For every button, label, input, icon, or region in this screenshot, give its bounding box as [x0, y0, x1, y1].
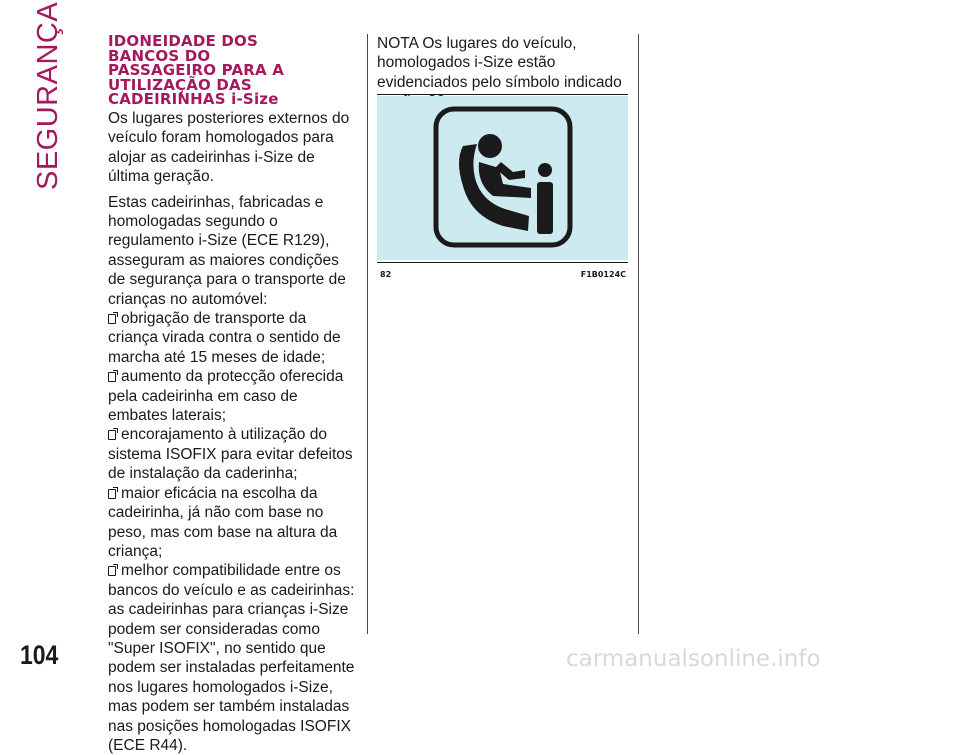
heading-line: UTILIZAÇÃO DAS — [108, 75, 252, 94]
bullet-icon — [108, 566, 116, 576]
list-item: aumento da protecção oferecida pela cadeirinha em caso de embates laterais; — [108, 368, 344, 425]
watermark: carmanualsonline.info — [566, 646, 821, 672]
figure-code: F1B0124C — [580, 270, 626, 279]
list-item: maior eficácia na escolha da cadeirinha, já não com base no peso, mas com base na altura da criança; — [108, 484, 338, 560]
figure-bottom-rule — [377, 262, 628, 263]
page-number: 104 — [20, 640, 59, 670]
regulation-paragraph: Estas cadeirinhas, fabricadas e homologadas segundo o regulamento i-Size (ECE R129), asseguram as maiores condições de segurança para o transporte de crianças no automóvel: — [108, 193, 346, 308]
heading-line: CADEIRINHAS i-Size — [108, 90, 279, 109]
list-item: melhor compatibilidade entre os bancos do veículo e as cadeirinhas: as cadeirinhas para crianças i-Size podem ser consideradas como "Super ISOFIX", no sentido que podem ser instaladas perfeitamente nos lugares homologados i-Size, mas podem ser também instaladas nas posições homologadas ISOFIX (ECE R44). — [108, 562, 355, 754]
section-side-title: SEGURANÇA — [32, 1, 64, 190]
column-divider-right — [638, 34, 639, 634]
heading-line: BANCOS DO — [108, 46, 211, 65]
bullet-icon — [108, 489, 116, 499]
heading-line: IDONEIDADE DOS — [108, 32, 258, 50]
section-heading — [108, 34, 360, 107]
figure-82 — [377, 94, 628, 279]
benefits-list — [108, 309, 360, 755]
bullet-icon — [108, 372, 116, 382]
column-divider-left — [367, 34, 368, 634]
figure-number: 82 — [380, 270, 392, 279]
list-item: encorajamento à utilização do sistema ISOFIX para evitar defeitos de instalação da caderinha; — [108, 426, 353, 483]
i-size-child-seat-icon — [433, 106, 573, 248]
left-column — [108, 34, 360, 755]
intro-paragraph: Os lugares posteriores externos do veículo foram homologados para alojar as cadeirinhas i-Size de última geração. — [108, 109, 350, 186]
bullet-icon — [108, 430, 116, 440]
note-paragraph: NOTA Os lugares do veículo, homologados i-Size estão evidenciados pelo símbolo indicado — [377, 35, 622, 91]
heading-line: PASSAGEIRO PARA A — [108, 61, 285, 80]
figure-top-rule — [377, 94, 628, 95]
bullet-icon — [108, 314, 116, 324]
list-item: obrigação de transporte da criança virada contra o sentido de marcha até 15 meses de idade; — [108, 310, 341, 366]
